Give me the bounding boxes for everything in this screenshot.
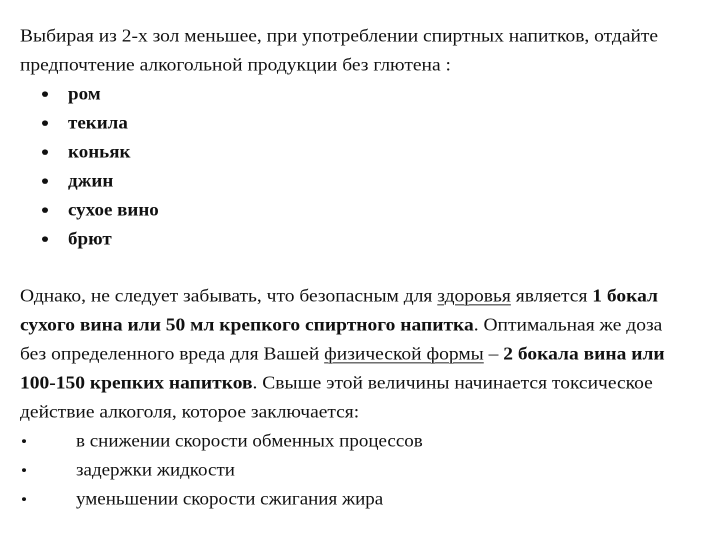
intro-line-1: Выбирая из 2-х зол меньшее, при употреблении спиртных напитков, отдайте bbox=[20, 26, 659, 47]
drink-item: брют bbox=[42, 229, 112, 251]
bullet-dot bbox=[42, 91, 48, 97]
drink-item: джин bbox=[42, 171, 113, 193]
drink-item: коньяк bbox=[42, 142, 130, 164]
effect-item: задержки жидкости bbox=[22, 460, 26, 482]
para-line-4: 100-150 крепких напитков. Свыше этой величины начинается токсическое bbox=[20, 373, 653, 394]
bullet-dot bbox=[42, 120, 48, 126]
para-line-5: действие алкоголя, которое заключается: bbox=[20, 402, 360, 423]
bullet-dot bbox=[22, 439, 26, 443]
para-line-1: Однако, не следует забывать, что безопасным для здоровья является 1 бокал bbox=[20, 286, 658, 307]
drink-item: текила bbox=[42, 113, 128, 135]
bullet-dot bbox=[22, 468, 26, 472]
bullet-dot bbox=[42, 149, 48, 155]
intro-line-2: предпочтение алкогольной продукции без глютена : bbox=[20, 55, 451, 76]
health-link[interactable]: здоровья bbox=[437, 286, 511, 307]
bullet-dot bbox=[42, 236, 48, 242]
bullet-dot bbox=[42, 178, 48, 184]
effect-item: в снижении скорости обменных процессов bbox=[22, 431, 26, 453]
bullet-dot bbox=[42, 207, 48, 213]
para-line-2: сухого вина или 50 мл крепкого спиртного напитка. Оптимальная же доза bbox=[20, 315, 663, 336]
drink-item: ром bbox=[42, 84, 101, 106]
effect-item: уменьшении скорости сжигания жира bbox=[22, 489, 26, 511]
para-line-3: без определенного вреда для Вашей физической формы – 2 бокала вина или bbox=[20, 344, 665, 365]
drink-item: сухое вино bbox=[42, 200, 159, 222]
bullet-dot bbox=[22, 497, 26, 501]
physical-form-link[interactable]: физической формы bbox=[324, 344, 484, 365]
